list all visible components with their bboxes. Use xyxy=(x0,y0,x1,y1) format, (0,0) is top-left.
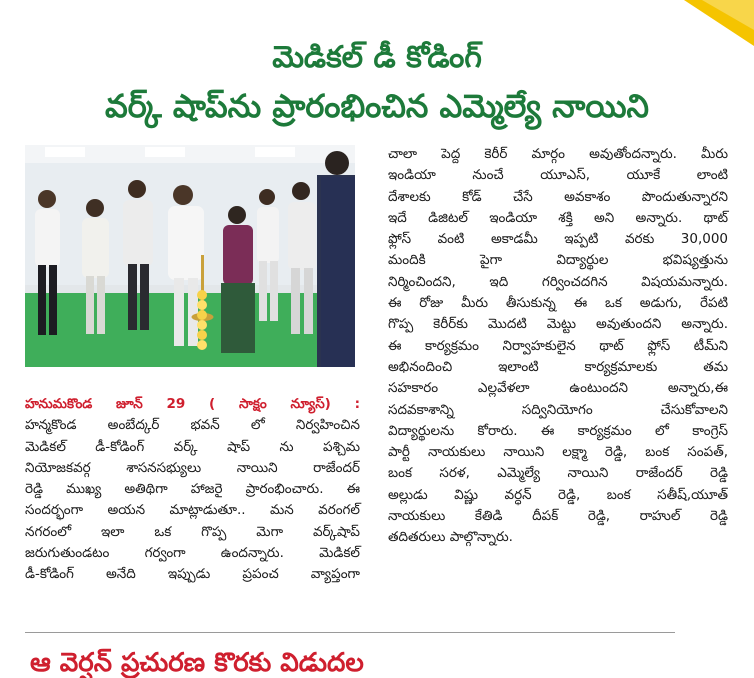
event-photo xyxy=(25,145,355,367)
article-text-line: నగరంలో ఇలా ఒక గొప్ప మెగా వర్క్‌షాప్ xyxy=(25,523,360,540)
article-text-line: నాయకులు కేతిడి దీపక్ రెడ్డి, రాహుల్ రెడ్డి xyxy=(388,508,728,525)
article-text-line: అల్లుడు విష్ణు వర్ధన్ రెడ్డి, బంక సతీష్,యూత్ xyxy=(388,486,728,503)
article-text-line: నియోజకవర్గ శాసనసభ్యులు నాయిని రాజేందర్ xyxy=(25,459,360,476)
article-text-line: అభినందించి ఇలాంటి కార్యక్రమాలకు తమ xyxy=(388,358,728,375)
headline-line-1: మెడికల్ డీ కోడింగ్ xyxy=(272,40,482,75)
headline-line-2: వర్క్ షాప్‌ను ప్రారంభించిన ఎమ్మెల్యే నాయిని xyxy=(104,87,650,125)
article-text-line: సహకారం ఎల్లవేళలా ఉంటుందని అన్నారు,ఈ xyxy=(388,380,728,397)
next-article-headline-partial xyxy=(30,648,720,678)
article-text-line: హన్మకొండ అంబేద్కర్ భవన్ లో నిర్వహించిన xyxy=(25,417,360,434)
article-text-line: జరుగుతుండటం గర్వంగా ఉందన్నారు. మెడికల్ xyxy=(25,545,360,562)
article-text-line: చాలా పెద్ద కెరీర్ మార్గం అవుతోందన్నారు. మీరు xyxy=(388,146,728,162)
article-text-line: బంక సరళ, ఎమ్మెల్యే నాయిని రాజేందర్ రెడ్డి xyxy=(388,465,728,482)
article-left-column xyxy=(25,394,360,586)
next-article-headline-text: ఆ వెర్షన్ ప్రచురణ కొరకు విడుదల xyxy=(30,648,364,678)
article-text-line: సదవకాశాన్ని సద్వినియోగం చేసుకోవాలని xyxy=(388,401,728,418)
article-text-line: దేశాలకు కోడ్ చేసే అవకాశం పొందుతున్నారని xyxy=(388,188,728,205)
article-text-line: ఇండియా నుంచే యూఎస్, యూకే లాంటి xyxy=(388,167,728,184)
article-right-column xyxy=(388,144,728,549)
article-dateline: హనుమకొండ జూన్ 29 ( సాక్షం న్యూస్) : xyxy=(25,396,360,412)
article-text-line: ఈ రోజు మీరు తీసుకున్న ఈ ఒక అడుగు, రేపటి xyxy=(388,295,728,312)
article-text-line: సందర్భంగా అయన మాట్లాడుతూ.. మన వరంగల్ xyxy=(25,502,360,519)
section-divider xyxy=(25,632,675,633)
article-text-line: ఫ్లోస్ వంటి అకాడమీ ఇప్పటి వరకు 30,000 xyxy=(388,231,728,248)
article-text-line: ఈ కార్యక్రమం నిర్వాహకులైన థాట్ ఫ్లోస్ టీమ్‌ని xyxy=(388,337,728,354)
article-text-line: మెడికల్ డీ-కోడింగ్ వర్క్ షాప్ ను పశ్చిమ xyxy=(25,438,360,455)
article-text-line: విద్యార్థులను కోరారు. ఈ కార్యక్రమం లో కాంగ్రెస్ xyxy=(388,422,728,439)
article-text-line: నిర్మించిందని, ఇది గర్వించదగిన విషయమన్నారు. xyxy=(388,273,728,290)
article-text-line: ఇదే డిజిటల్ ఇండియా శక్తి అని అన్నారు. థాట్ xyxy=(388,209,728,226)
article-text-line: పార్టీ నాయకులు నాయిని లక్ష్మా రెడ్డి, బంక సంపత్, xyxy=(388,444,728,461)
article-text-line: డీ-కోడింగ్ అనేది ఇప్పుడు ప్రపంచ వ్యాప్తంగా xyxy=(25,566,360,583)
article-text-line: మందికి పైగా విద్యార్థుల భవిష్యత్తును xyxy=(388,252,728,269)
article-text-line: గొప్ప కెరీర్‌కు మొదటి మెట్టు అవుతుందని అన్నారు. xyxy=(388,316,728,333)
article-text-line: రెడ్డి ముఖ్య అతిథిగా హాజరై ప్రారంభించారు. ఈ xyxy=(25,481,360,498)
article-text-line: తదితరులు పాల్గొన్నారు. xyxy=(388,529,513,546)
